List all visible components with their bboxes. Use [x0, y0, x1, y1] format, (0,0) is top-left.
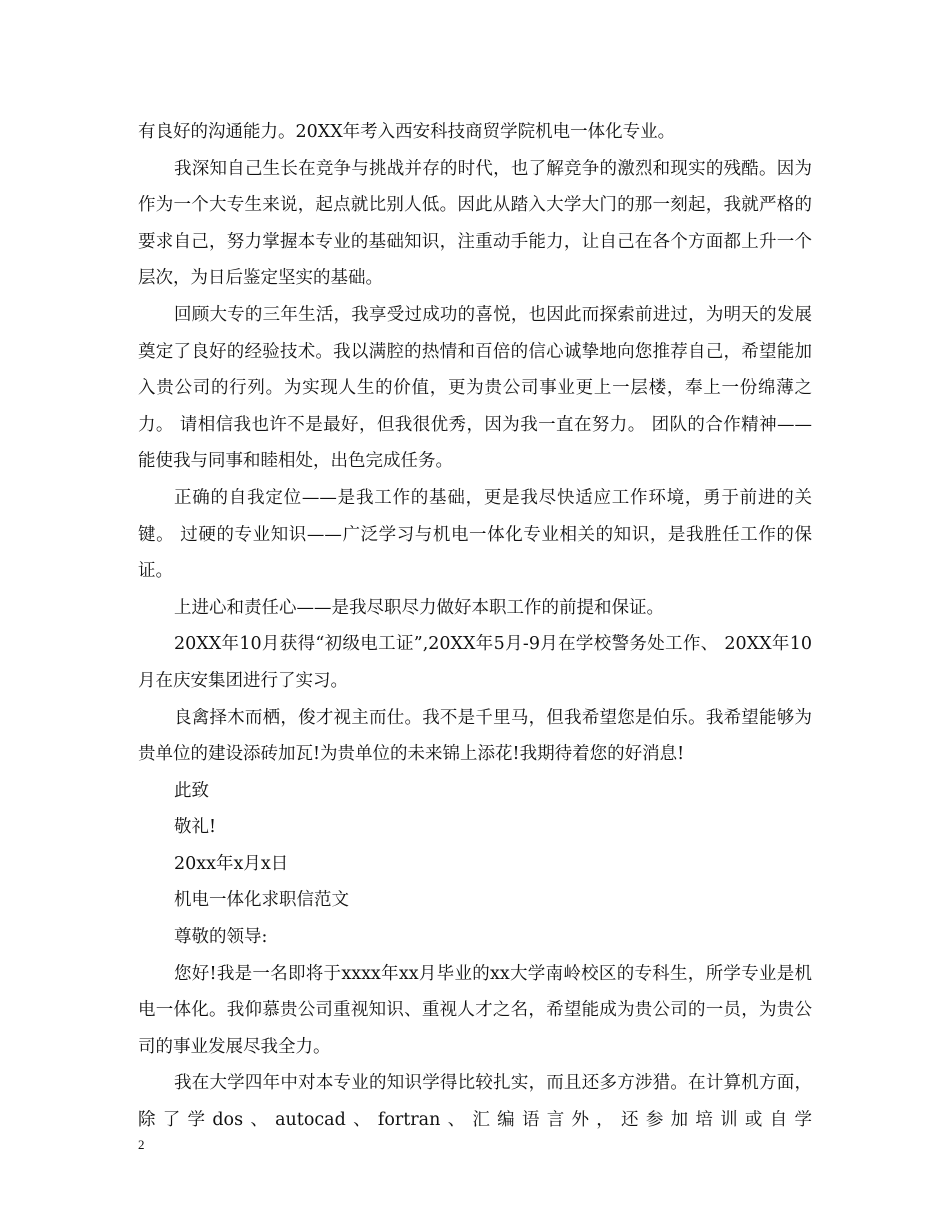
- paragraph-8: 您好!我是一名即将于xxxx年xx月毕业的xx大学南岭校区的专科生，所学专业是机电一体化。我仰慕贵公司重视知识、重视人才之名，希望能成为贵公司的一员，为贵公司的事业发展尽我全力。: [138, 963, 812, 1057]
- page-number: 2: [138, 1137, 145, 1152]
- paragraph-9: 我在大学四年中对本专业的知识学得比较扎实，而且还多方涉猎。在计算机方面，除了学dos、autocad、fortran、汇编语言外，还参加培训或自学: [138, 1073, 812, 1131]
- greeting: 尊敬的领导:: [174, 927, 268, 948]
- paragraph-1: 有良好的沟通能力。20XX年考入西安科技商贸学院机电一体化专业。: [138, 122, 676, 142]
- document-body: [138, 114, 812, 1139]
- letter-date: 20xx年x月x日: [174, 853, 289, 874]
- closing-salutation: 此致: [174, 780, 209, 801]
- paragraph-2: 我深知自己生长在竞争与挑战并存的时代，也了解竞争的激烈和现实的残酷。因为作为一个大专生来说，起点就比别人低。因此从踏入大学大门的那一刻起，我就严格的要求自己，努力掌握本专业的基础知识，注重动手能力，让自己在各个方面都上升一个层次，为日后鉴定坚实的基础。: [138, 158, 812, 289]
- paragraph-4: 正确的自我定位——是我工作的基础，更是我尽快适应工作环境，勇于前进的关键。 过硬的专业知识——广泛学习与机电一体化专业相关的知识，是我胜任工作的保证。: [138, 487, 812, 582]
- paragraph-6: 20XX年10月获得“初级电工证”,20XX年5月-9月在学校警务处工作、 20XX年10月在庆安集团进行了实习。: [138, 634, 812, 691]
- section-title: 机电一体化求职信范文: [174, 890, 349, 911]
- paragraph-7: 良禽择木而栖，俊才视主而仕。我不是千里马，但我希望您是伯乐。我希望能够为贵单位的建设添砖加瓦!为贵单位的未来锦上添花!我期待着您的好消息!: [138, 707, 812, 765]
- paragraph-5: 上进心和责任心——是我尽职尽力做好本职工作的前提和保证。: [174, 597, 664, 618]
- paragraph-3: 回顾大专的三年生活，我享受过成功的喜悦，也因此而探索前进过，为明天的发展奠定了良好的经验技术。我以满腔的热情和百倍的信心诚挚地向您推荐自己，希望能加入贵公司的行列。为实现人生的价值，更为贵公司事业更上一层楼，奉上一份绵薄之力。 请相信我也许不是最好，但我很优秀，因为我一直在努力。 团队的合作精神——能使我与同事和睦相处，出色完成任务。: [138, 304, 812, 472]
- closing-regards: 敬礼!: [174, 817, 217, 838]
